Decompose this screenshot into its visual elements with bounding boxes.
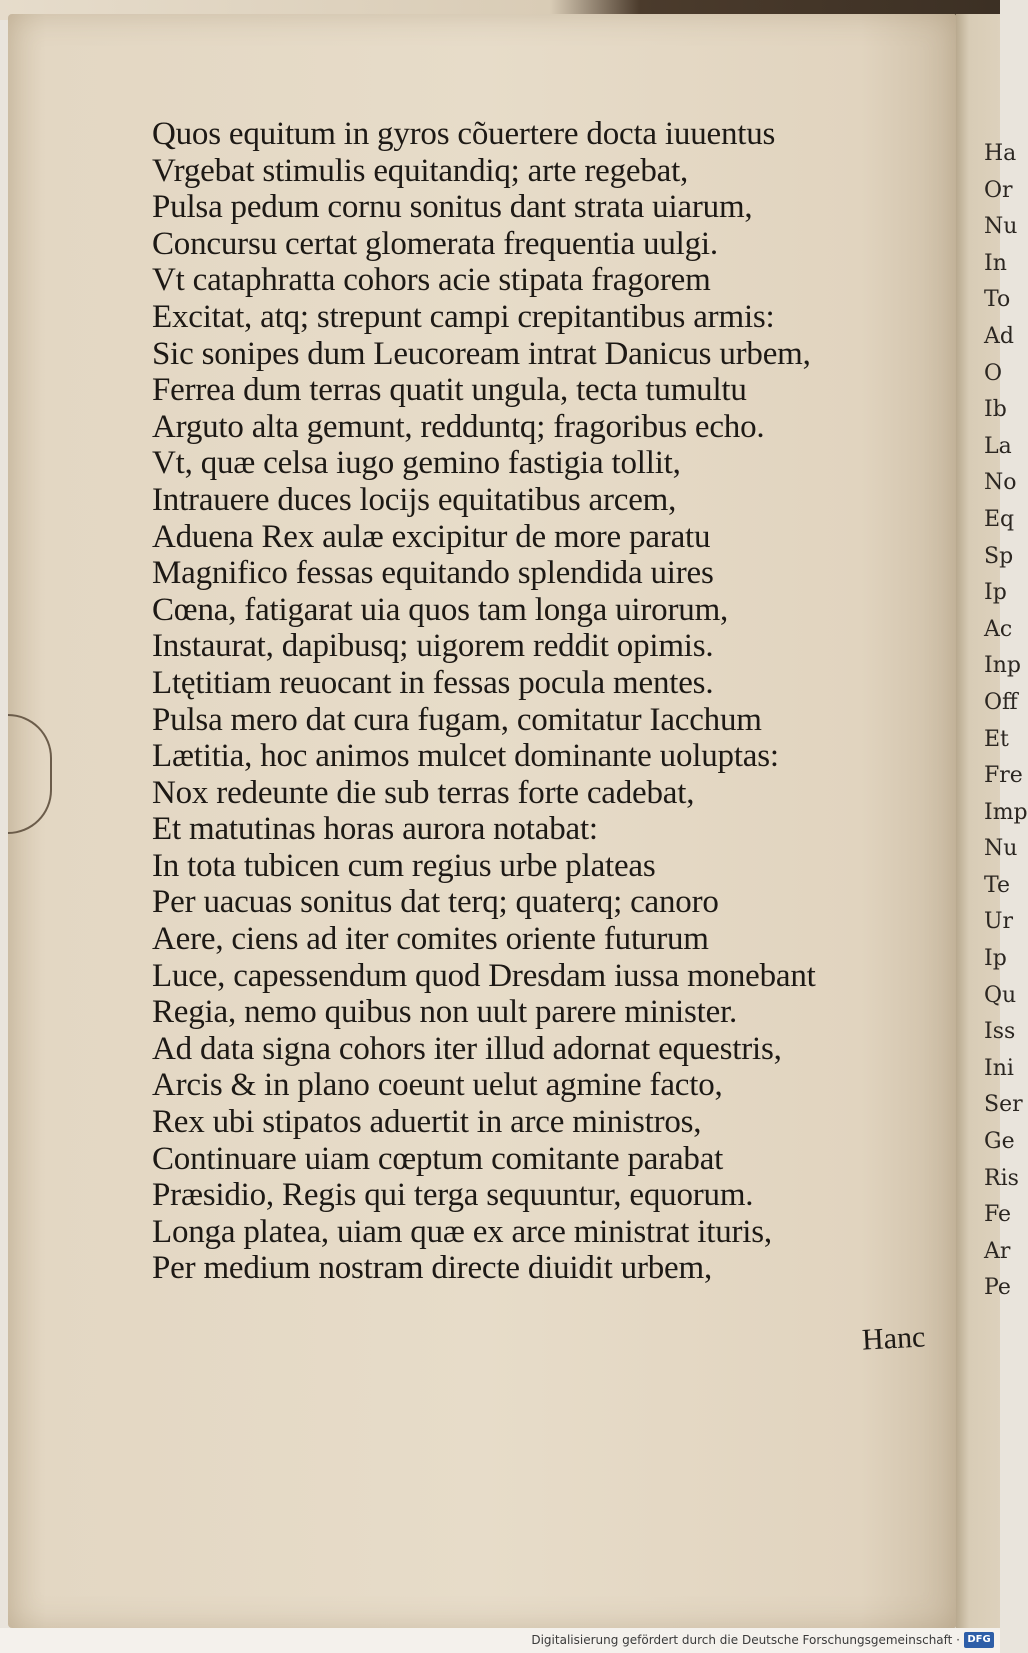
verse-line: Aduena Rex aulæ excipitur de more paratu [152,518,711,555]
verse-line: Pulsa pedum cornu sonitus dant strata uiarum, [152,189,753,226]
facing-fragment: Ha [984,141,1017,166]
verse-line: Nox redeunte die sub terras forte cadebat, [152,774,695,811]
facing-fragment: Ad [984,323,1014,349]
facing-fragment: Ge [984,1129,1015,1155]
verse-line: Pulsa mero dat cura fugam, comitatur Iacchum [152,701,762,738]
verse-line: Regia, nemo quibus non uult parere minister. [152,994,738,1031]
verse-line: Et matutinas horas aurora notabat: [152,811,598,848]
facing-fragment: Iss [984,1019,1016,1045]
dfg-logo: DFG [964,1632,994,1648]
facing-fragment: Te [984,872,1010,898]
verse-line: Ad data signa cohors iter illud adornat equestris, [152,1030,782,1067]
facing-fragment: Fre [984,763,1023,789]
verse-line: Quos equitum in gyros cõuertere docta iuuentus [152,116,776,152]
verse-line: Ltętitiam reuocant in fessas pocula mentes. [152,664,714,701]
facing-fragment: Ur [984,909,1014,935]
verse-line: In tota tubicen cum regius urbe plateas [152,847,656,884]
facing-fragment: Or [984,177,1013,203]
verse-line: Arcis & in plano coeunt uelut agmine facto, [152,1067,723,1104]
verse-line: Per uacuas sonitus dat terq; quaterq; canoro [152,884,719,921]
verse-line: Arguto alta gemunt, redduntq; fragoribus echo. [152,408,765,445]
facing-fragment: Imp [984,799,1028,825]
verse-line: Concursu certat glomerata frequentia uulgi. [152,225,718,262]
facing-fragment: In [984,250,1007,276]
verse-line: Præsidio, Regis qui terga sequuntur, equorum. [152,1177,754,1214]
verse-line: Instaurat, dapibusq; uigorem reddit opimis. [152,628,714,665]
verse-line: Ferrea dum terras quatit ungula, tecta tumultu [152,372,747,409]
verse-line: Continuare uiam cœptum comitante parabat [152,1140,724,1177]
facing-fragment: Fe [984,1202,1012,1228]
facing-page-fragments [984,136,1028,1307]
verse-line: Vt cataphratta cohors acie stipata fragorem [152,262,711,299]
footer-credit: Digitalisierung gefördert durch die Deutsche Forschungsgemeinschaft · [531,1633,960,1647]
facing-fragment: Et [984,726,1009,752]
verse-text [152,116,942,1287]
verse-line: Lætitia, hoc animos mulcet dominante uoluptas: [152,738,779,775]
facing-fragment: Nu [984,836,1018,862]
verse-line: Cœna, fatigarat uia quos tam longa uirorum, [152,591,729,628]
facing-fragment: Sp [984,543,1014,569]
verse-line: Vrgebat stimulis equitandiq; arte regebat, [152,152,689,189]
verse-line: Aere, ciens ad iter comites oriente futurum [152,921,709,958]
verse-line: Per medium nostram directe diuidit urbem, [152,1250,713,1287]
verse-line: Intrauere duces locijs equitatibus arcem, [152,481,677,518]
facing-fragment: Inp [984,653,1021,679]
facing-fragment: Ib [984,397,1007,423]
facing-fragment: Ac [984,616,1013,642]
facing-fragment: Off [984,689,1018,715]
verse-line: Vt, quæ celsa iugo gemino fastigia tollit, [152,445,681,482]
facing-fragment: Ini [984,1055,1014,1081]
facing-fragment: Pe [984,1275,1011,1301]
facing-fragment: La [984,433,1012,459]
verse-line: Magnifico fessas equitando splendida uires [152,555,714,592]
facing-fragment: To [984,287,1011,313]
facing-fragment: O [984,360,1003,386]
binding-clasp [8,714,52,834]
facing-fragment: Ip [984,580,1007,606]
facing-fragment: No [984,470,1017,496]
verse-line: Sic sonipes dum Leucoream intrat Danicus urbem, [152,335,811,372]
facing-fragment: Eq [984,506,1015,532]
catchword: Hanc [861,1320,927,1357]
facing-page-edge [956,14,1028,1628]
verse-line: Longa platea, uiam quæ ex arce ministrat ituris, [152,1213,772,1250]
facing-fragment: Ar [984,1238,1011,1264]
facing-fragment: Ip [984,946,1007,972]
verse-line: Luce, capessendum quod Dresdam iussa monebant [152,957,816,994]
footer-bar [0,1628,1000,1653]
verse-line: Excitat, atq; strepunt campi crepitantibus armis: [152,298,775,335]
verse-line: Rex ubi stipatos aduertit in arce ministros, [152,1104,702,1141]
facing-fragment: Nu [984,214,1018,240]
facing-fragment: Qu [984,982,1017,1008]
facing-fragment: Ris [984,1165,1019,1191]
facing-fragment: Ser [984,1092,1023,1118]
